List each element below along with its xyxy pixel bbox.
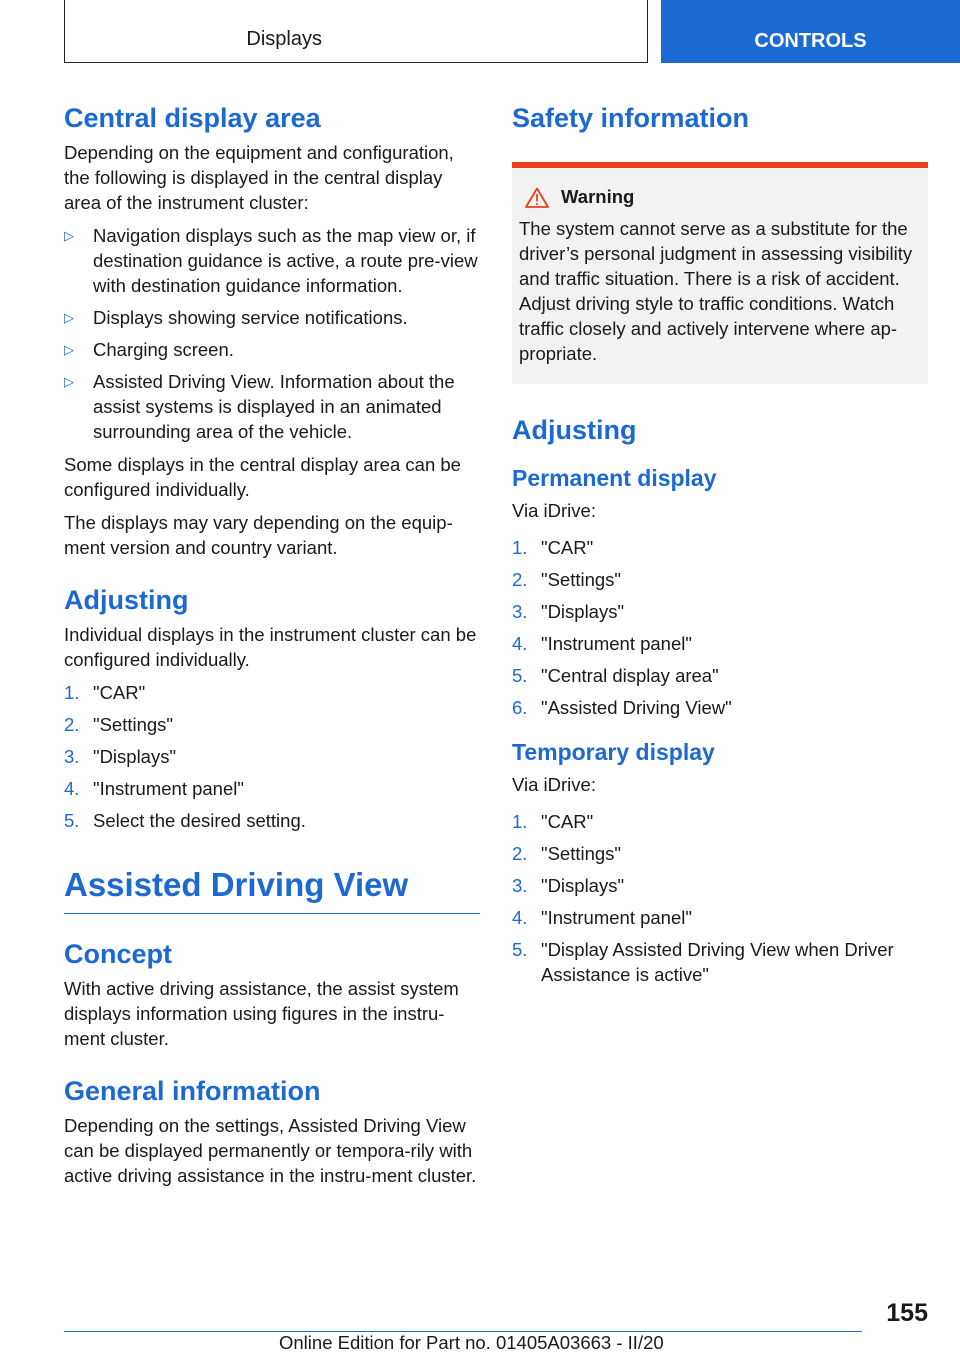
left-column xyxy=(64,100,480,1196)
list-item: ▷ Assisted Driving View. Information about the assist systems is displayed in an animated surrounding area of the vehicle. xyxy=(64,371,455,442)
concept-text: With active driving assistance, the assist system displays information using figures in the instru-ment cluster. xyxy=(64,978,459,1049)
central-para-2: The displays may vary depending on the equip-ment version and country variant. xyxy=(64,512,453,558)
triangle-bullet-icon: ▷ xyxy=(64,374,74,389)
heading-temporary-display: Temporary display xyxy=(512,739,715,765)
list-item: ▷ Navigation displays such as the map view or, if destination guidance is active, a route pre-view with destination guidance information. xyxy=(64,225,478,296)
permanent-steps xyxy=(512,535,928,720)
warning-text: The system cannot serve as a substitute for the driver’s personal judgment in assessing visibility and traffic situation. There is a risk of accident. Adjust driving style to traffic conditions. Watch traffic closely and actively intervene where ap-propriate. xyxy=(519,218,913,364)
heading-assisted-driving-view: Assisted Driving View xyxy=(64,863,480,914)
heading-general-information: General information xyxy=(64,1076,321,1106)
section-title: Displays xyxy=(246,28,322,50)
list-item: 2. "Settings" xyxy=(64,714,173,735)
list-item: 2. "Settings" xyxy=(512,843,621,864)
list-item: 5. Select the desired setting. xyxy=(64,810,306,831)
chapter-tab: CONTROLS xyxy=(661,0,960,63)
general-text: Depending on the settings, Assisted Driving View can be displayed permanently or tempora-rily with active driving assistance in the instru-ment cluster. xyxy=(64,1115,477,1186)
heading-permanent-display: Permanent display xyxy=(512,465,717,491)
list-item: 3. "Displays" xyxy=(64,746,177,767)
heading-safety-information: Safety information xyxy=(512,103,750,133)
heading-adjusting-right: Adjusting xyxy=(512,415,637,445)
right-column xyxy=(512,100,928,995)
temporary-via: Via iDrive: xyxy=(512,774,596,795)
list-item: 3. "Displays" xyxy=(512,601,625,622)
warning-title: Warning xyxy=(561,186,635,207)
list-item: 4. "Instrument panel" xyxy=(512,633,692,654)
central-intro: Depending on the equipment and configuration, the following is displayed in the central display area of the instrument cluster: xyxy=(64,142,454,213)
list-item: 1. "CAR" xyxy=(512,537,594,558)
heading-central-display-area: Central display area xyxy=(64,103,321,133)
triangle-bullet-icon: ▷ xyxy=(64,310,74,325)
list-item: 5. "Display Assisted Driving View when Driver Assistance is active" xyxy=(512,939,894,985)
list-item: ▷ Displays showing service notifications. xyxy=(64,307,408,328)
triangle-bullet-icon: ▷ xyxy=(64,228,74,243)
warning-box xyxy=(512,162,928,384)
heading-concept: Concept xyxy=(64,939,172,969)
running-header-box xyxy=(64,0,648,63)
list-item: 4. "Instrument panel" xyxy=(512,907,692,928)
temporary-steps xyxy=(512,809,928,987)
adjusting-intro: Individual displays in the instrument cluster can be configured individually. xyxy=(64,624,477,670)
list-item: 6. "Assisted Driving View" xyxy=(512,697,732,718)
list-item: 3. "Displays" xyxy=(512,875,625,896)
permanent-via: Via iDrive: xyxy=(512,500,596,521)
list-item: 1. "CAR" xyxy=(512,811,594,832)
list-item: ▷ Charging screen. xyxy=(64,339,234,360)
list-item: 5. "Central display area" xyxy=(512,665,719,686)
heading-adjusting-left: Adjusting xyxy=(64,585,189,615)
central-bullet-list xyxy=(64,223,480,444)
page-number: 155 xyxy=(886,1299,928,1327)
list-item: 1. "CAR" xyxy=(64,682,146,703)
list-item: 2. "Settings" xyxy=(512,569,621,590)
edition-note: Online Edition for Part no. 01405A03663 - II/20 xyxy=(279,1332,664,1353)
central-para-1: Some displays in the central display area can be configured individually. xyxy=(64,454,461,500)
warning-triangle-icon xyxy=(525,187,549,208)
list-item: 4. "Instrument panel" xyxy=(64,778,244,799)
triangle-bullet-icon: ▷ xyxy=(64,342,74,357)
adjusting-steps xyxy=(64,680,480,833)
